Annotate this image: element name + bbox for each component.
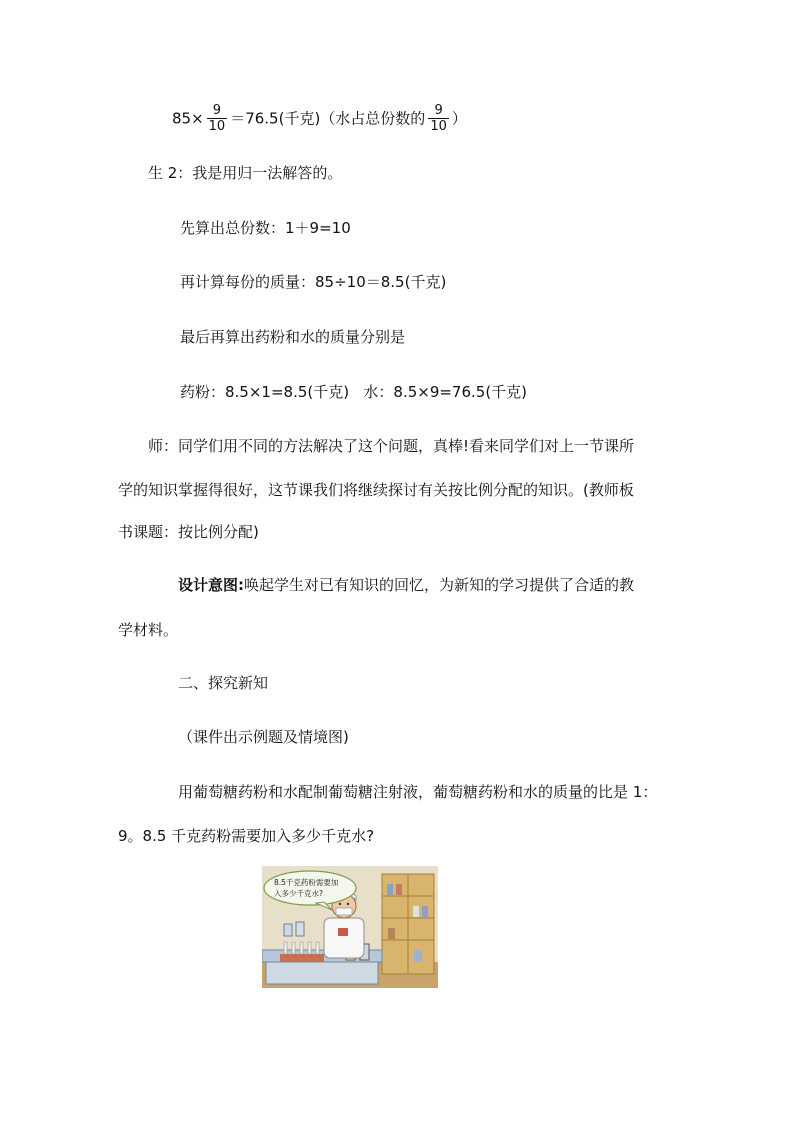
problem-line-1: 用葡萄糖药粉和水配制葡萄糖注射液，葡萄糖药粉和水的质量的比是 1：	[178, 783, 658, 801]
teacher-line-2: 学的知识掌握得很好，这节课我们将继续探讨有关按比例分配的知识。(教师板	[118, 481, 634, 499]
design-intent-line-1	[178, 575, 634, 595]
step-results: 药粉：8.5×1=8.5(千克) 水：8.5×9=76.5(千克)	[180, 383, 528, 401]
bubble-line-2: 入多少千克水?	[274, 889, 323, 898]
pharmacy-scene-image	[262, 866, 438, 988]
design-intent-line-2: 学材料。	[118, 621, 179, 639]
fraction-nine-tenths-2: $\frac{9}{10}$	[430, 103, 447, 134]
section-heading: 二、探究新知	[178, 674, 269, 692]
student2-text: 生 2：我是用归一法解答的。	[148, 164, 343, 182]
pharmacy-illustration	[262, 866, 438, 988]
pharmacist-coat	[324, 918, 364, 958]
speech-bubble	[264, 871, 356, 905]
formula-line	[172, 103, 467, 134]
bubble-line-1: 8.5千克药粉需要加	[274, 878, 339, 887]
design-intent-text: 唤起学生对已有知识的回忆，为新知的学习提供了合适的教	[244, 576, 635, 594]
fraction-nine-tenths: $\frac{9}{10}$	[208, 103, 226, 134]
formula-prefix: 85×	[172, 109, 204, 128]
courseware-note: （课件出示例题及情境图)	[178, 728, 349, 746]
teacher-line-1: 师：同学们用不同的方法解决了这个问题，真棒!看来同学们对上一节课所	[148, 437, 635, 455]
design-intent-label: 设计意图:	[178, 576, 244, 594]
step-per-part: 再计算每份的质量：85÷10＝8.5(千克)	[180, 273, 447, 291]
problem-line-2: 9。8.5 千克药粉需要加入多少千克水?	[118, 827, 375, 845]
test-tube-rack	[280, 954, 324, 962]
teacher-line-3: 书课题：按比例分配)	[118, 523, 259, 541]
step-total-parts: 先算出总份数：1＋9=10	[180, 219, 351, 237]
step-final-intro: 最后再算出药粉和水的质量分别是	[180, 328, 406, 346]
formula-suffix: ）	[451, 109, 467, 128]
formula-middle: ＝76.5(千克)（水占总份数的	[230, 109, 426, 128]
